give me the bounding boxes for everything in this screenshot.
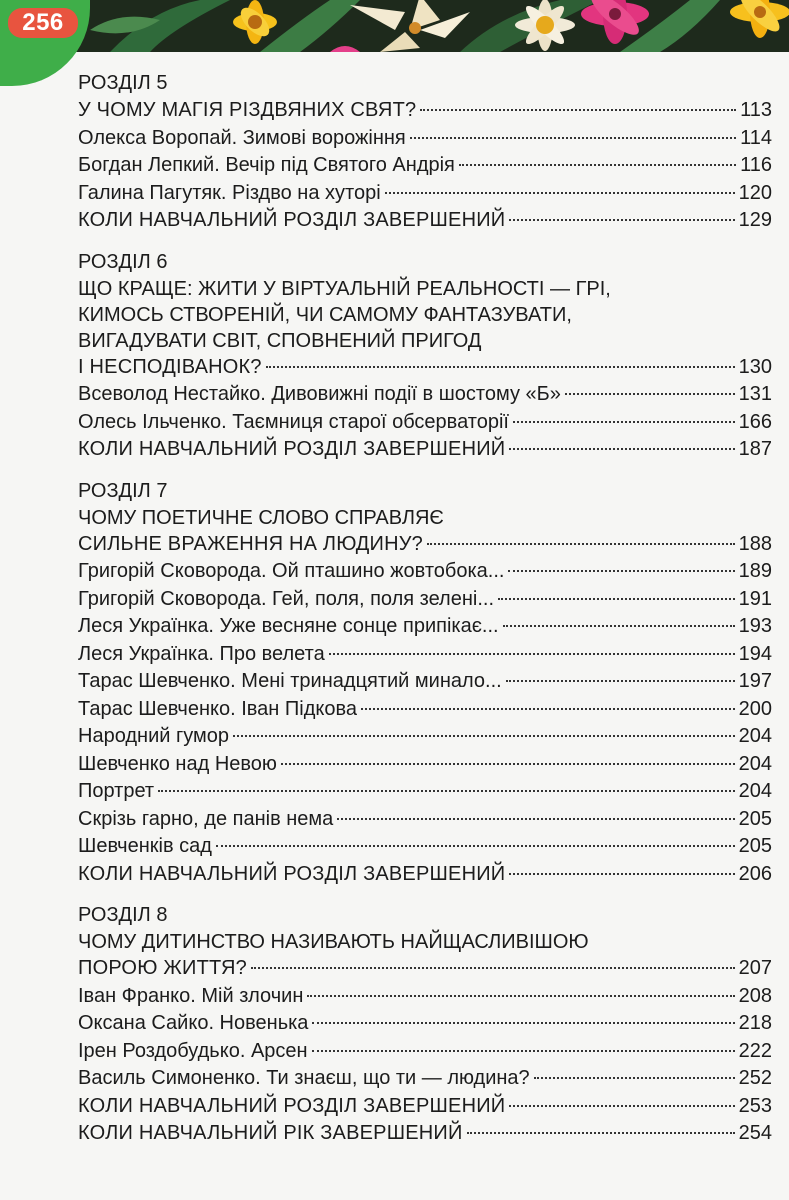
section-label: РОЗДІЛ 8 [78, 904, 168, 926]
toc-entry-page: 113 [740, 99, 772, 121]
toc-entry-title: Ірен Роздобудько. Арсен [78, 1039, 308, 1062]
toc-entry-title: У ЧОМУ МАГІЯ РІЗДВЯНИХ СВЯТ? [78, 99, 417, 121]
toc-entry-title: Тарас Шевченко. Іван Підкова [78, 697, 358, 720]
toc-entry[interactable] [78, 1065, 772, 1093]
toc-entry-page: 197 [738, 670, 772, 692]
toc-entry-page: 218 [738, 1012, 772, 1034]
toc-entry-page: 204 [738, 780, 772, 802]
toc-entry-page: 116 [740, 154, 772, 176]
dot-leader [329, 653, 735, 655]
dot-leader [467, 1132, 735, 1134]
toc-entry-page: 131 [738, 383, 772, 405]
dot-leader [307, 995, 734, 997]
dot-leader [281, 763, 735, 765]
toc-entry[interactable] [78, 152, 772, 180]
toc-entry[interactable] [78, 778, 772, 806]
toc-entry[interactable] [78, 955, 772, 983]
dot-leader [509, 1105, 734, 1107]
section-label: РОЗДІЛ 6 [78, 250, 168, 273]
toc-entry[interactable] [78, 1038, 772, 1066]
toc-section [78, 902, 772, 1148]
toc-entry-page: 208 [738, 984, 772, 1007]
toc-entry[interactable] [78, 1093, 772, 1121]
toc-entry-page: 254 [738, 1122, 772, 1144]
toc-entry-title: Народний гумор [78, 725, 230, 747]
toc-entry-page: 222 [738, 1039, 772, 1062]
toc-entry[interactable] [78, 751, 772, 779]
toc-entry-title: Василь Симоненко. Ти знаєш, що ти — людина? [78, 1067, 530, 1089]
dot-leader [251, 967, 735, 969]
dot-leader [565, 393, 735, 395]
dot-leader [312, 1050, 735, 1052]
toc-entry-title: Олесь Ільченко. Таємниця старої обсерваторії [78, 410, 509, 433]
toc-entry[interactable] [78, 409, 772, 437]
flower-banner [0, 0, 789, 52]
toc-entry-page: 193 [738, 615, 772, 637]
toc-entry[interactable] [78, 207, 772, 235]
toc-entry-title: Леся Українка. Уже весняне сонце припікає... [78, 615, 499, 637]
toc-entry[interactable] [78, 696, 772, 724]
toc-entry[interactable] [78, 1010, 772, 1038]
toc-entry-page: 120 [738, 181, 772, 204]
toc-section [78, 478, 772, 889]
toc-entry[interactable] [78, 180, 772, 208]
toc-entry-page: 129 [738, 209, 772, 231]
dot-leader [509, 219, 734, 221]
dot-leader [459, 164, 736, 166]
toc-entry[interactable] [78, 586, 772, 614]
toc-entry-title: Олекса Воропай. Зимові ворожіння [78, 126, 406, 149]
toc-entry[interactable] [78, 1120, 772, 1148]
toc-entry-title: Тарас Шевченко. Мені тринадцятий минало... [78, 670, 502, 692]
dot-leader [508, 570, 734, 572]
dot-leader [534, 1077, 735, 1079]
section-label: РОЗДІЛ 7 [78, 479, 168, 502]
toc-entry-page: 205 [738, 835, 772, 857]
toc-entry-page: 206 [738, 862, 772, 885]
toc-entry-title: Леся Українка. Про велета [78, 642, 325, 665]
dot-leader [506, 680, 735, 682]
section-question-line: ЧОМУ ПОЕТИЧНЕ СЛОВО СПРАВЛЯЄ [78, 506, 444, 529]
toc-entry-page: 204 [738, 752, 772, 775]
dot-leader [503, 625, 735, 627]
dot-leader [216, 845, 735, 847]
dot-leader [266, 366, 735, 368]
toc-entry-title: Шевченко над Невою [78, 752, 277, 775]
page-number: 256 [8, 8, 78, 38]
dot-leader [233, 735, 735, 737]
dot-leader [420, 109, 736, 111]
flower-illustration [0, 0, 789, 52]
toc-entry-page: 205 [738, 807, 772, 830]
toc-entry-page: 130 [738, 355, 772, 378]
toc-entry-page: 207 [738, 957, 772, 979]
toc-entry-page: 114 [740, 126, 772, 149]
toc-entry-title: Богдан Лепкий. Вечір під Святого Андрія [78, 154, 455, 176]
toc-entry[interactable] [78, 558, 772, 586]
toc-entry-page: 191 [738, 587, 772, 610]
toc-section [78, 70, 772, 235]
dot-leader [498, 598, 735, 600]
toc-entry[interactable] [78, 723, 772, 751]
toc-entry[interactable] [78, 381, 772, 409]
dot-leader [509, 873, 734, 875]
toc-entry-title: Григорій Сковорода. Гей, поля, поля зелені... [78, 587, 495, 610]
toc-entry-page: 188 [738, 532, 772, 555]
section-label: РОЗДІЛ 5 [78, 72, 168, 94]
toc-entry[interactable] [78, 97, 772, 125]
toc-entry-page: 204 [738, 725, 772, 747]
toc-entry[interactable] [78, 354, 772, 382]
section-question-line: КИМОСЬ СТВОРЕНІЙ, ЧИ САМОМУ ФАНТАЗУВАТИ, [78, 303, 572, 326]
dot-leader [361, 708, 735, 710]
toc-entry-title: Скрізь гарно, де панів нема [78, 807, 334, 830]
table-of-contents [78, 70, 772, 1162]
toc-entry-page: 200 [738, 697, 772, 720]
section-question-line: ВИГАДУВАТИ СВІТ, СПОВНЕНИЙ ПРИГОД [78, 329, 482, 352]
toc-entry-page: 253 [738, 1094, 772, 1117]
toc-entry[interactable] [78, 983, 772, 1011]
toc-entry[interactable] [78, 833, 772, 861]
toc-entry[interactable] [78, 436, 772, 464]
section-question-line: ЧОМУ ДИТИНСТВО НАЗИВАЮТЬ НАЙЩАСЛИВІШОЮ [78, 931, 589, 953]
toc-entry-title: КОЛИ НАВЧАЛЬНИЙ РІК ЗАВЕРШЕНИЙ [78, 1122, 463, 1144]
toc-entry-title: Оксана Сайко. Новенька [78, 1012, 309, 1034]
toc-entry[interactable] [78, 668, 772, 696]
toc-entry-title: Галина Пагутяк. Різдво на хуторі [78, 181, 381, 204]
toc-entry[interactable] [78, 613, 772, 641]
dot-leader [410, 137, 736, 139]
toc-entry-title: Портрет [78, 780, 155, 802]
dot-leader [509, 448, 734, 450]
dot-leader [513, 421, 735, 423]
page-corner-badge [0, 0, 90, 86]
toc-entry[interactable] [78, 531, 772, 559]
toc-entry-title: Всеволод Нестайко. Дивовижні події в шостому «Б» [78, 383, 561, 405]
toc-entry-title: Григорій Сковорода. Ой пташино жовтобока... [78, 560, 505, 582]
toc-section [78, 249, 772, 464]
toc-entry[interactable] [78, 125, 772, 153]
dot-leader [158, 790, 735, 792]
dot-leader [427, 543, 735, 545]
toc-entry-title: СИЛЬНЕ ВРАЖЕННЯ НА ЛЮДИНУ? [78, 532, 423, 555]
dot-leader [337, 818, 734, 820]
toc-entry-title: КОЛИ НАВЧАЛЬНИЙ РОЗДІЛ ЗАВЕРШЕНИЙ [78, 209, 506, 231]
toc-entry-title: КОЛИ НАВЧАЛЬНИЙ РОЗДІЛ ЗАВЕРШЕНИЙ [78, 438, 506, 460]
section-question-line: ЩО КРАЩЕ: ЖИТИ У ВІРТУАЛЬНІЙ РЕАЛЬНОСТІ — ГРІ, [78, 277, 611, 300]
toc-entry-page: 194 [738, 642, 772, 665]
dot-leader [385, 192, 735, 194]
toc-entry-page: 187 [738, 438, 772, 460]
toc-entry[interactable] [78, 861, 772, 889]
toc-entry-title: Іван Франко. Мій злочин [78, 984, 304, 1007]
toc-entry-title: КОЛИ НАВЧАЛЬНИЙ РОЗДІЛ ЗАВЕРШЕНИЙ [78, 1094, 506, 1117]
toc-entry-title: КОЛИ НАВЧАЛЬНИЙ РОЗДІЛ ЗАВЕРШЕНИЙ [78, 862, 506, 885]
toc-entry-title: ПОРОЮ ЖИТТЯ? [78, 957, 247, 979]
toc-entry[interactable] [78, 806, 772, 834]
dot-leader [312, 1022, 734, 1024]
toc-entry[interactable] [78, 641, 772, 669]
toc-entry-page: 166 [738, 410, 772, 433]
toc-entry-page: 189 [738, 560, 772, 582]
toc-entry-title: І НЕСПОДІВАНОК? [78, 355, 262, 378]
toc-entry-title: Шевченків сад [78, 835, 212, 857]
toc-entry-page: 252 [738, 1067, 772, 1089]
